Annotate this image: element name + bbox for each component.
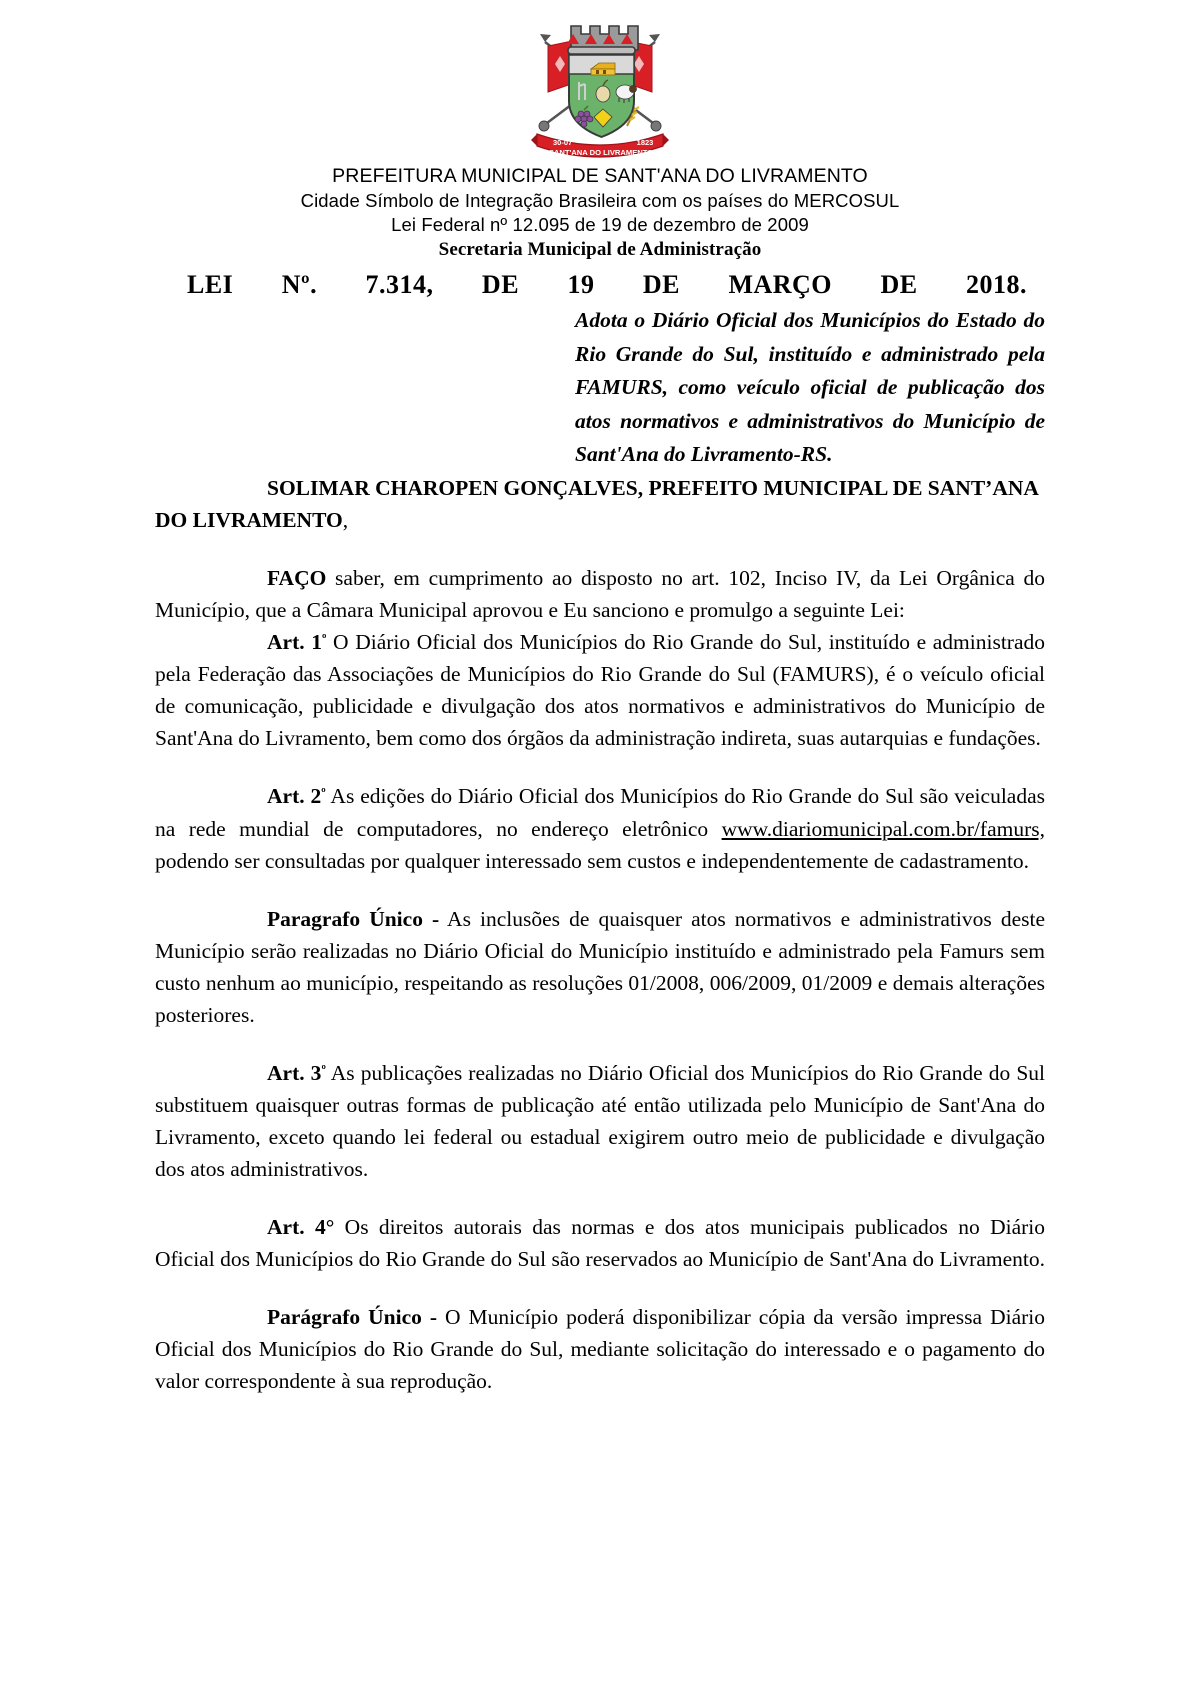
faco-text: saber, em cumprimento ao disposto no art. 102, Inciso IV, da Lei Orgânica do Município, que a Câmara Municipal aprovou e Eu sanciono e promulgo a seguinte Lei: [155, 566, 1045, 623]
letterhead-line-slogan: Cidade Símbolo de Integração Brasileira com os países do MERCOSUL [300, 190, 900, 212]
letterhead-line-lei-federal: Lei Federal nº 12.095 de 19 de dezembro de 2009 [391, 214, 809, 236]
article-1 [155, 626, 1045, 754]
diario-oficial-url-link[interactable]: www.diariomunicipal.com.br/famurs, [721, 816, 1045, 841]
coat-of-arms-container [155, 14, 1045, 164]
letterhead [155, 164, 1045, 263]
brasao-icon [515, 14, 685, 162]
article-3 [155, 1057, 1045, 1185]
ribbon-left-text: 30-07 [553, 138, 573, 147]
article-4-label: Art. 4° [267, 1214, 335, 1239]
paragrafo-unico-2 [155, 1301, 1045, 1397]
article-3-text: As publicações realizadas no Diário Oficial dos Municípios do Rio Grande do Sul substituem quaisquer outras formas de publicação até então utilizada pelo Município de Sant'Ana do Livramento, exceto quando lei federal ou estadual exigirem outro meio de publicidade e divulgação dos atos administrativos. [155, 1060, 1045, 1181]
preamble-comma: , [342, 508, 349, 533]
article-2 [155, 780, 1045, 876]
ementa: Adota o Diário Oficial dos Municípios do Estado do Rio Grande do Sul, instituído e administrado pela FAMURS, como veículo oficial de publicação dos atos normativos e administrativos do Município de Sant'Ana do Livramento-RS. [575, 308, 1045, 467]
article-2-text-before-url: As edições do Diário Oficial dos Municípios do Rio Grande do Sul são veiculadas na rede mundial de computadores, no endereço eletrônico [155, 784, 1045, 841]
preamble-mayor [155, 472, 1045, 537]
article-2-ordinal: º [321, 785, 326, 801]
article-1-ordinal: º [322, 631, 327, 647]
article-4 [155, 1211, 1045, 1275]
ribbon-right-text: 1823 [636, 138, 654, 147]
article-3-ordinal: º [321, 1061, 326, 1077]
paragrafo-unico-2-text: O Município poderá disponibilizar cópia da versão impressa Diário Oficial dos Municípios do Rio Grande do Sul, mediante solicitação do interessado e o pagamento do valor correspondente à sua reprodução. [155, 1304, 1045, 1393]
faco-lead: FAÇO [267, 566, 327, 591]
paragrafo-unico-2-label: Parágrafo Único - [267, 1304, 438, 1329]
article-1-label: Art. 1 [267, 630, 322, 655]
document-content [155, 0, 1045, 1397]
article-2-text-after-url: podendo ser consultadas por qualquer interessado sem custos e independentemente de cadastramento. [155, 848, 1030, 873]
article-2-label: Art. 2 [267, 784, 322, 809]
article-3-label: Art. 3 [267, 1060, 322, 1085]
article-1-text: O Diário Oficial dos Municípios do Rio Grande do Sul, instituído e administrado pela Federação das Associações de Municípios do Rio Grande do Sul (FAMURS), é o veículo oficial de comunicação, publicidade e divulgação dos atos normativos e administrativos do Município de Sant'Ana do Livramento, bem como dos órgãos da administração indireta, suas autarquias e fundações. [155, 630, 1045, 751]
paragrafo-unico-1 [155, 903, 1045, 1031]
letterhead-line-prefeitura: PREFEITURA MUNICIPAL DE SANT'ANA DO LIVRAMENTO [332, 165, 868, 187]
letterhead-line-secretaria: Secretaria Municipal de Administração [438, 239, 762, 261]
paragrafo-unico-1-label: Paragrafo Único - [267, 906, 440, 931]
faco-paragraph [155, 562, 1045, 626]
paragrafo-unico-1-text: As inclusões de quaisquer atos normativos e administrativos deste Município serão realizadas no Diário Oficial do Município instituído e administrado pela Famurs sem custo nenhum ao município, respeitando as resoluções 01/2008, 006/2009, 01/2009 e demais alterações posteriores. [155, 906, 1045, 1027]
ribbon-center-text: SANT'ANA DO LIVRAMENTO [548, 148, 654, 157]
article-4-text: Os direitos autorais das normas e dos atos municipais publicados no Diário Oficial dos Municípios do Rio Grande do Sul são reservados ao Município de Sant'Ana do Livramento. [155, 1214, 1045, 1271]
law-title: LEI Nº. 7.314, DE 19 DE MARÇO DE 2018. [187, 270, 1027, 300]
preamble-mayor-name: SOLIMAR CHAROPEN GONÇALVES, PREFEITO MUNICIPAL DE SANT’ANA DO LIVRAMENTO [155, 475, 1038, 533]
